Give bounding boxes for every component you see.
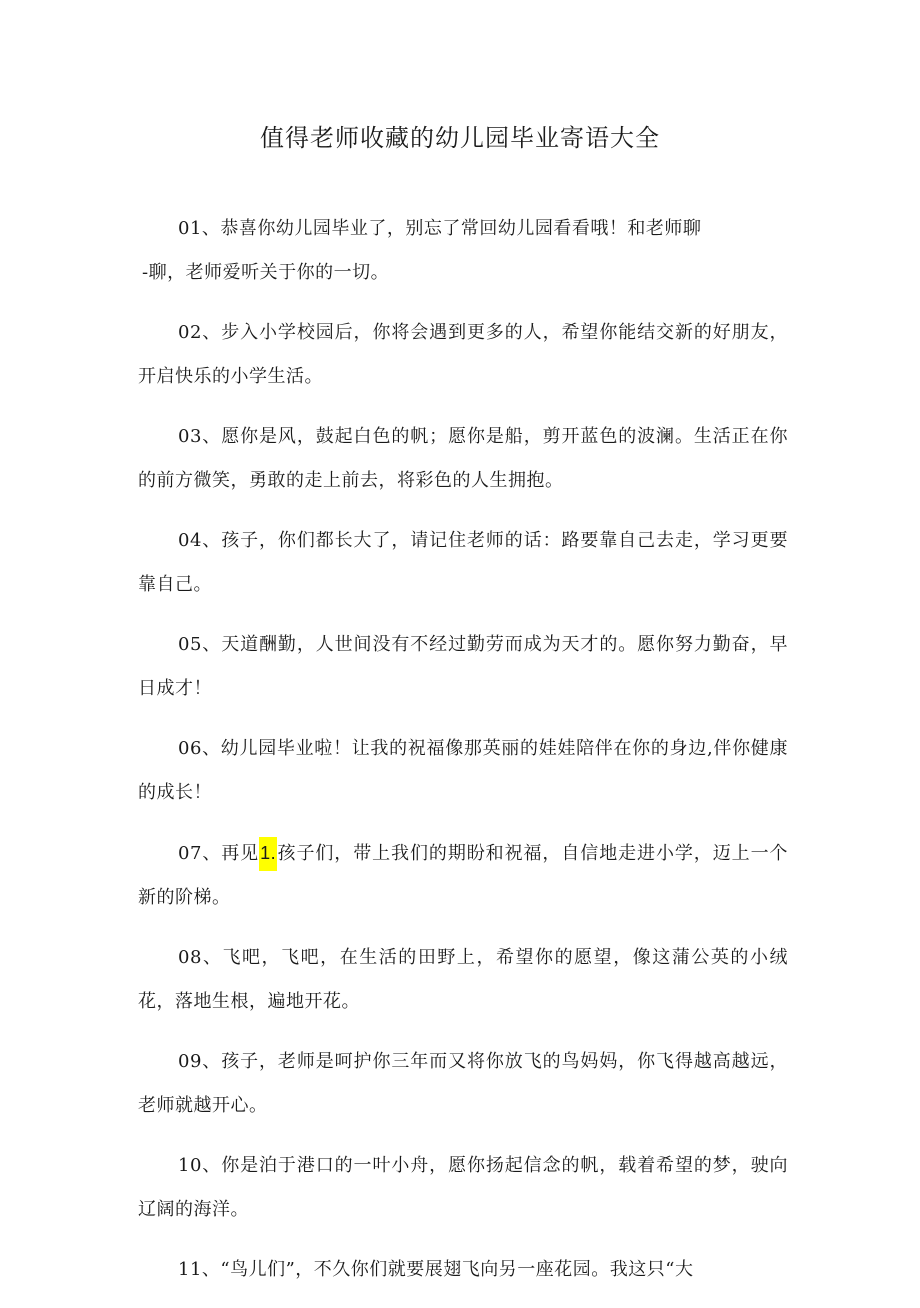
paragraph-07-rest: 孩子们，带上我们的期盼和祝福，自信地走进小学，迈上一个新的阶梯。	[138, 843, 788, 908]
highlighted-text: 1.	[259, 837, 277, 871]
paragraph-07	[138, 831, 788, 920]
paragraph-07-start: 07、再见	[178, 843, 260, 864]
document-title: 值得老师收藏的幼儿园毕业寄语大全	[260, 124, 660, 152]
paragraph-01-line-2: -聊，老师爱听关于你的一切。	[142, 262, 390, 283]
paragraph-06: 06、幼儿园毕业啦！让我的祝福像那英丽的娃娃陪伴在你的身边,伴你健康的成长！	[138, 738, 788, 803]
paragraph-10: 10、你是泊于港口的一叶小舟，愿你扬起信念的帆，载着希望的梦，驶向辽阔的海洋。	[138, 1155, 788, 1220]
paragraph-03: 03、愿你是风，鼓起白色的帆；愿你是船，剪开蓝色的波澜。生活正在你的前方微笑，勇敢的走上前去，将彩色的人生拥抱。	[138, 426, 788, 491]
paragraph-04: 04、孩子，你们都长大了，请记住老师的话：路要靠自己去走，学习更要靠自己。	[138, 530, 788, 595]
paragraph-08: 08、飞吧，飞吧，在生活的田野上，希望你的愿望，像这蒲公英的小绒花，落地生根，遍地开花。	[138, 947, 788, 1012]
paragraph-01	[138, 207, 788, 295]
paragraph-05: 05、天道酬勤，人世间没有不经过勤劳而成为天才的。愿你努力勤奋，早日成才！	[138, 634, 788, 699]
document-body	[138, 207, 788, 1308]
paragraph-09: 09、孩子，老师是呵护你三年而又将你放飞的鸟妈妈，你飞得越高越远，老师就越开心。	[138, 1051, 788, 1116]
paragraph-11: 11、“鸟儿们”，不久你们就要展翅飞向另一座花园。我这只“大	[178, 1259, 694, 1280]
paragraph-02: 02、步入小学校园后，你将会遇到更多的人，希望你能结交新的好朋友，开启快乐的小学生活。	[138, 322, 788, 387]
paragraph-01-line-1: 01、恭喜你幼儿园毕业了，别忘了常回幼儿园看看哦！和老师聊	[178, 218, 702, 239]
